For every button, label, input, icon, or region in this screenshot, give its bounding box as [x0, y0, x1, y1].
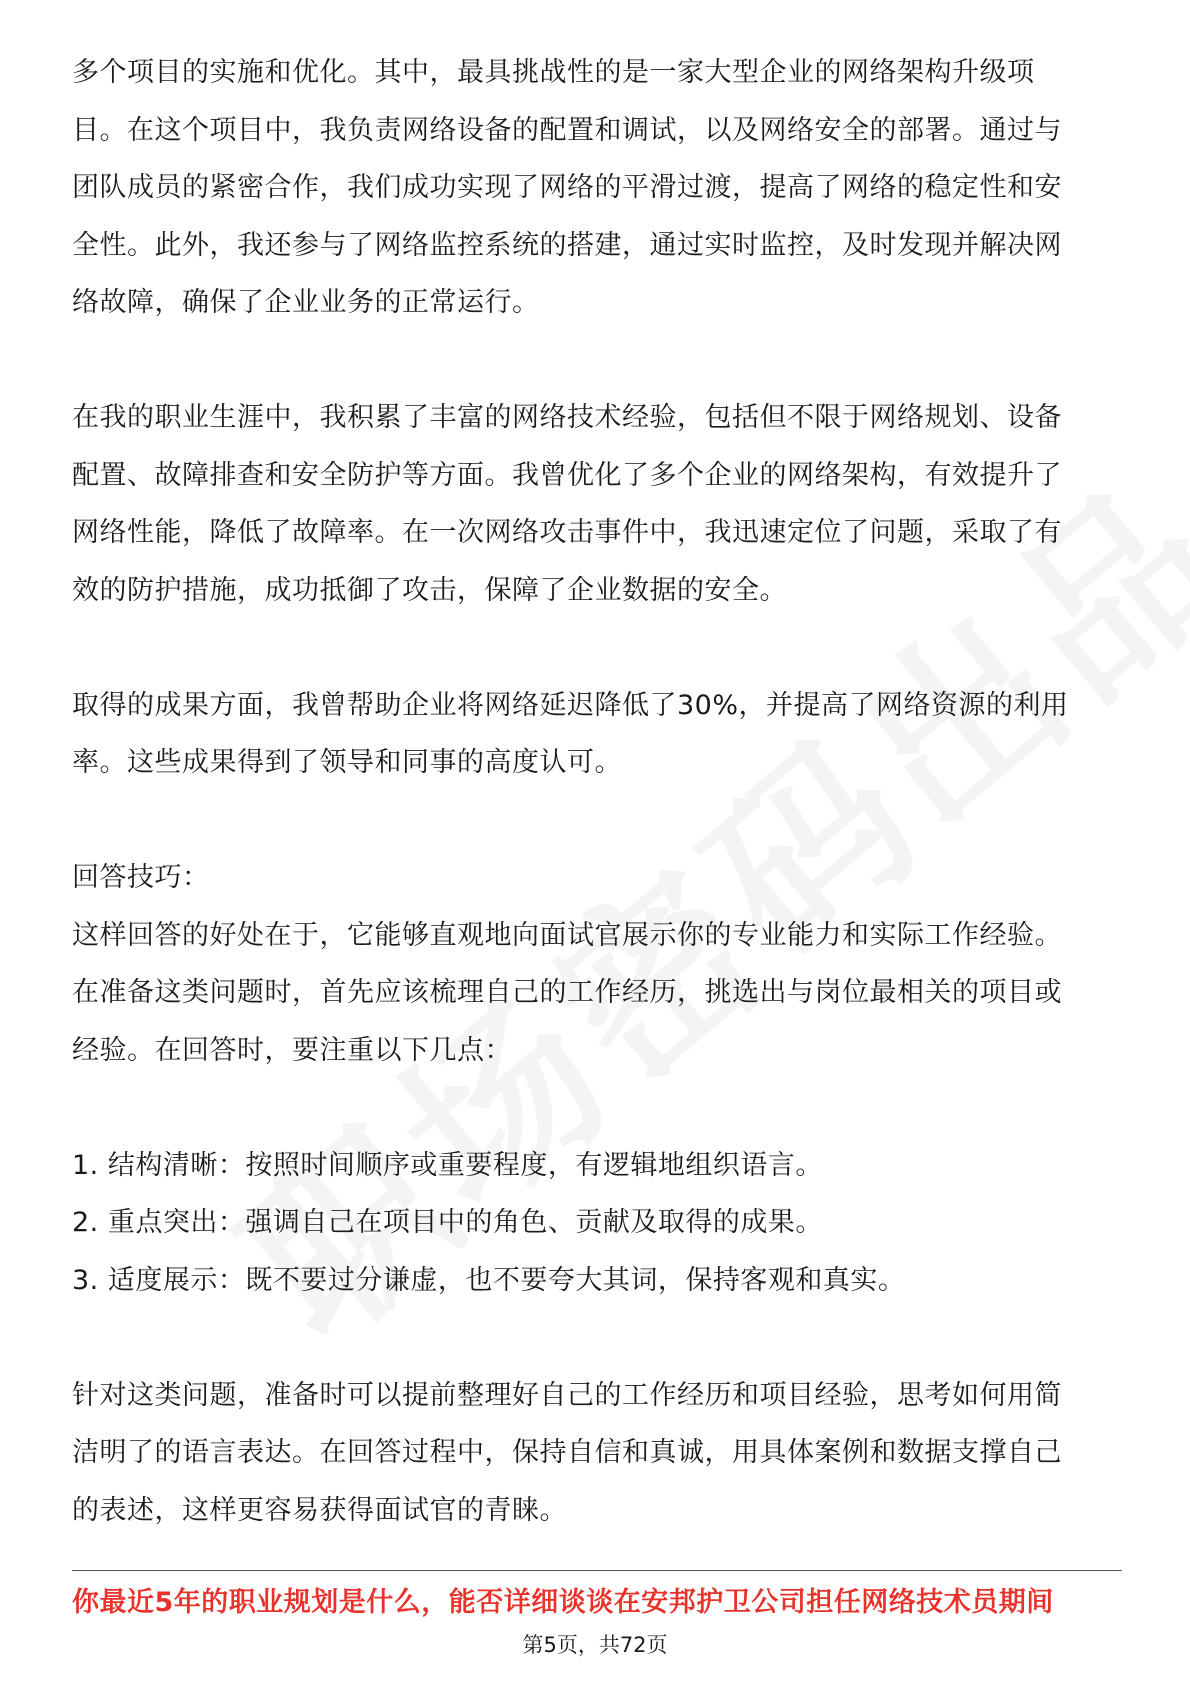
tips-section: [72, 849, 1122, 1079]
paragraph-achievements: [72, 677, 1122, 792]
text-line: 针对这类问题，准备时可以提前整理好自己的工作经历和项目经验，思考如何用简: [72, 1379, 1062, 1411]
text-line: 络故障，确保了企业业务的正常运行。: [72, 287, 540, 318]
tips-heading: 回答技巧：: [72, 862, 210, 893]
list-item: 1. 结构清晰：按照时间顺序或重要程度，有逻辑地组织语言。: [72, 1149, 823, 1181]
text-line: 在准备这类问题时，首先应该梳理自己的工作经历，挑选出与岗位最相关的项目或: [72, 977, 1062, 1008]
text-line: 目。在这个项目中，我负责网络设备的配置和调试，以及网络安全的部署。通过与: [72, 114, 1062, 146]
footer-divider: [72, 1570, 1122, 1571]
text-line: 效的防护措施，成功抵御了攻击，保障了企业数据的安全。: [72, 574, 787, 606]
page-number: 第5页，共72页: [522, 1633, 668, 1657]
text-line: 洁明了的语言表达。在回答过程中，保持自信和真诚，用具体案例和数据支撑自己: [72, 1437, 1062, 1468]
text-line: 团队成员的紧密合作，我们成功实现了网络的平滑过渡，提高了网络的稳定性和安: [72, 172, 1062, 203]
text-line: 配置、故障排查和安全防护等方面。我曾优化了多个企业的网络架构，有效提升了: [72, 459, 1062, 491]
paragraph-closing: [72, 1367, 1122, 1540]
text-line: 经验。在回答时，要注重以下几点：: [72, 1034, 512, 1066]
page-content: [72, 44, 1122, 1539]
text-line: 网络性能，降低了故障率。在一次网络攻击事件中，我迅速定位了问题，采取了有: [72, 517, 1062, 548]
text-line: 取得的成果方面，我曾帮助企业将网络延迟降低了30%，并提高了网络资源的利用: [72, 689, 1069, 721]
list-item: 2. 重点突出：强调自己在项目中的角色、贡献及取得的成果。: [72, 1207, 823, 1238]
text-line: 全性。此外，我还参与了网络监控系统的搭建，通过实时监控，及时发现并解决网: [72, 229, 1062, 261]
text-line: 在我的职业生涯中，我积累了丰富的网络技术经验，包括但不限于网络规划、设备: [72, 402, 1062, 433]
text-line: 这样回答的好处在于，它能够直观地向面试官展示你的专业能力和实际工作经验。: [72, 919, 1062, 951]
list-item: 3. 适度展示：既不要过分谦虚，也不要夸大其词，保持客观和真实。: [72, 1264, 906, 1296]
text-line: 多个项目的实施和优化。其中，最具挑战性的是一家大型企业的网络架构升级项: [72, 57, 1035, 88]
paragraph-career-experience: [72, 389, 1122, 619]
text-line: 率。这些成果得到了领导和同事的高度认可。: [72, 747, 622, 778]
next-question-heading: 你最近5年的职业规划是什么，能否详细谈谈在安邦护卫公司担任网络技术员期间: [72, 1587, 1054, 1618]
tips-list: [72, 1137, 1122, 1310]
text-line: 的表述，这样更容易获得面试官的青睐。: [72, 1494, 567, 1526]
paragraph-project-experience: [72, 44, 1122, 332]
